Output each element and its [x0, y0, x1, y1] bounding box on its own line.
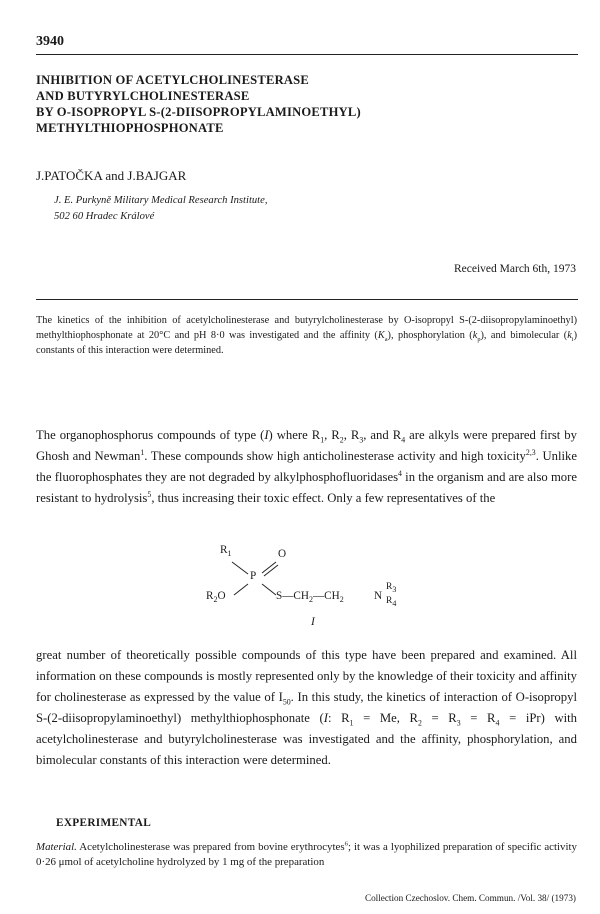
experimental-paragraph: Material. Acetylcholinesterase was prepared from bovine erythrocytes$^6$; it was a lyophilized preparation of specific activity 0·26 μmol of acetylcholine hydrolyzed by 1 mg of the preparation [36, 840, 577, 868]
affiliation-line: J. E. Purkyně Military Medical Research Institute, [54, 195, 268, 206]
formula-chain: $S—CH_2—CH_2$ [276, 590, 344, 605]
header-rule [36, 54, 578, 55]
page-number: 3940 [36, 34, 64, 49]
formula-phosphorus: P [250, 570, 257, 582]
compound-label: I [311, 616, 315, 628]
title-line: INHIBITION OF ACETYLCHOLINESTERASE [36, 73, 309, 87]
section-heading: EXPERIMENTAL [56, 817, 152, 829]
formula-r1: $R_1$ [220, 544, 232, 559]
continuation-paragraph: great number of theoretically possible compounds of this type have been prepared and examined. All information on these compounds is mostly represented only by the knowledge of their toxicity and affinity for cholinesterase as expressed by the value of $I_{50}$. In this study, the kinetics of interaction of O-isopropyl S-(2-diisopropylaminoethyl) methylthiophosphonate (I: $R_1 = Me$, $R_2 = R_3 = R_4 = iPr$) with acetylcholinesterase and butyrylcholinesterase was investigated and the affinity, phosphorylation, and bimolecular constants of this interaction were determined. [36, 648, 578, 767]
structural-formula [190, 540, 430, 630]
formula-r2o: $R_2O$ [206, 590, 226, 605]
article-title [36, 72, 576, 136]
author-first: J.PATOČKA [36, 168, 103, 183]
authors [36, 168, 186, 184]
abstract-rule [36, 299, 578, 300]
author-conj: and [105, 168, 125, 183]
formula-r3: $R_3$ [386, 582, 397, 594]
affiliation-line: 502 60 Hradec Králové [54, 211, 155, 222]
title-line: AND BUTYRYLCHOLINESTERASE [36, 89, 250, 103]
title-line: BY O-ISOPROPYL S-(2-DIISOPROPYLAMINOETHYL) [36, 105, 361, 119]
intro-paragraph: The organophosphorus compounds of type (I) where $R_1$, $R_2$, $R_3$, and $R_4$ are alkyls were prepared first by Ghosh and Newman$^1$. These compounds show high anticholinesterase activity and high toxicity$^{2,3}$. Unlike the fluorophosphates they are not degraded by alkylphosphofluoridases$^4$ in the organism and are also more resistant to hydrolysis$^5$, thus increasing their toxic effect. Only a few representatives of the [36, 428, 578, 505]
affiliation [54, 193, 267, 225]
formula-nitrogen: N [374, 590, 383, 602]
author-second: J.BAJGAR [127, 168, 187, 183]
title-line: METHYLTHIOPHOSPHONATE [36, 121, 224, 135]
received-date: Received March 6th, 1973 [454, 263, 576, 275]
formula-r4: $R_4$ [386, 596, 397, 608]
abstract: The kinetics of the inhibition of acetylcholinesterase and butyrylcholinesterase by O-isopropyl S-(2-diisopropylaminoethyl) methylthiophosphonate at 20°C and pH 8·0 was investigated and the affinity $(K_a)$, phosphorylation $(k_p)$, and bimolecular $(k_i)$ constants of this interaction were determined. [36, 315, 578, 356]
formula-oxygen: O [278, 548, 287, 560]
footer-citation: Collection Czechoslov. Chem. Commun. /Vol. 38/ (1973) [364, 893, 576, 903]
